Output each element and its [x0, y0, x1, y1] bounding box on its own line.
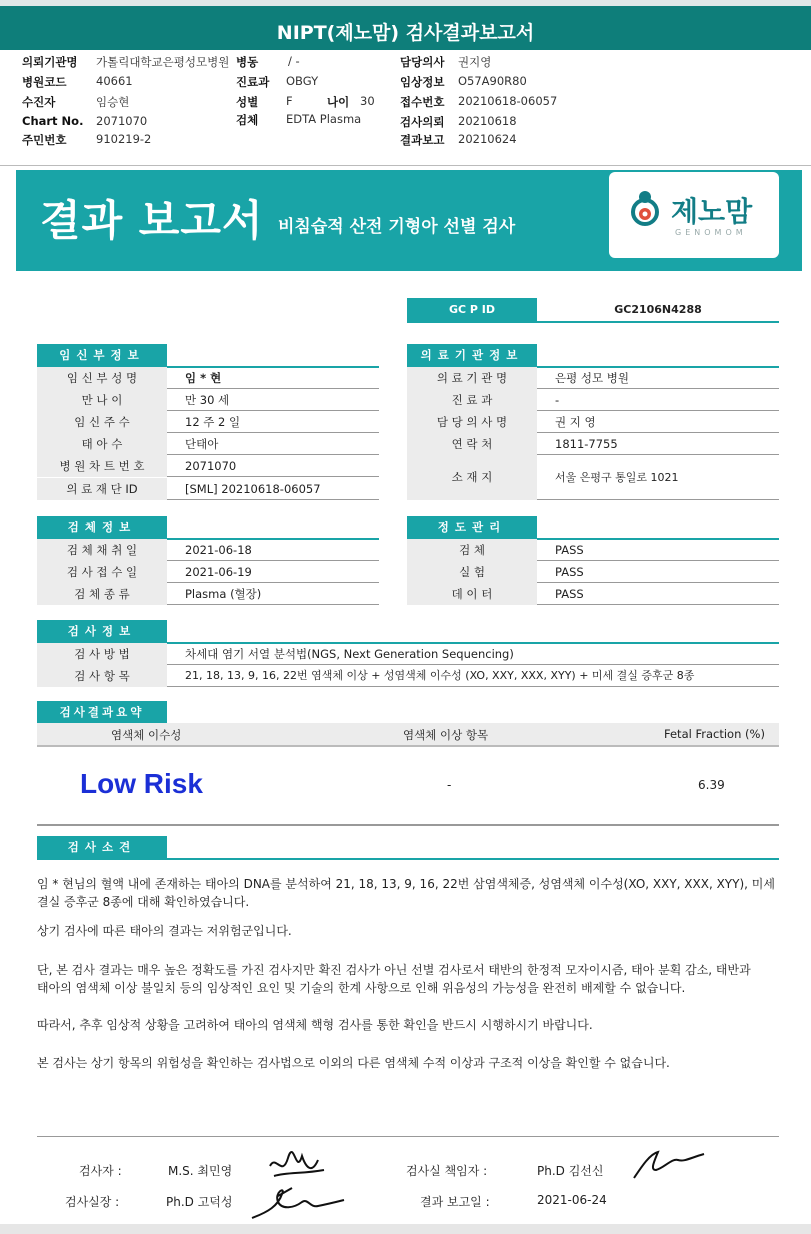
chief-label: 검사실 책임자 :	[406, 1164, 488, 1178]
medical-row	[407, 367, 779, 389]
qc-row	[407, 583, 779, 605]
banner-title: 결과 보고서	[40, 196, 264, 245]
row-value: 차세대 염기 서열 분석법(NGS, Next Generation Sequencing)	[185, 647, 514, 661]
banner-subtitle: 비침습적 산전 기형아 선별 검사	[278, 217, 516, 237]
hdr-value: O57A90R80	[458, 74, 527, 88]
row-key: 의 료 재 단 ID	[37, 478, 167, 500]
qc-row	[407, 561, 779, 583]
section-divider	[37, 858, 779, 860]
row-key: 소 재 지	[407, 455, 537, 500]
row-key: 데 이 터	[407, 583, 537, 605]
summary-col-fetal-fraction: Fetal Fraction (%)	[664, 727, 765, 741]
result-low-risk: Low Risk	[80, 768, 203, 799]
row-value: 권 지 영	[555, 415, 596, 429]
bottom-scroll-area	[0, 1224, 811, 1234]
chief-signature-icon	[628, 1146, 708, 1182]
hdr-label: 접수번호	[400, 95, 445, 109]
row-value: 임 * 현	[185, 371, 222, 385]
medical-row	[407, 389, 779, 411]
opinion-paragraph: 단, 본 검사 결과는 매우 높은 정확도를 가진 검사지만 확진 검사가 아닌 선별 검사로서 태반의 한정적 모자이시즘, 태아 분획 감소, 태반과 태아의 염색체 이상 불일치 등의 임상적인 요인 및 기술의 한계 사항으로 인해 위음성의 가능성을 완전히 배제할 수 없습니다.	[37, 963, 751, 995]
summary-col-abnormal: 염색체 이상 항목	[403, 728, 489, 742]
tester-name: M.S. 최민영	[168, 1164, 233, 1178]
opinion-paragraph: 상기 검사에 따른 태아의 결과는 저위험군입니다.	[37, 924, 292, 938]
report-date-value: 2021-06-24	[537, 1193, 607, 1207]
result-banner	[16, 170, 802, 271]
qc-row	[407, 539, 779, 561]
opinion-paragraph: 임 * 현님의 혈액 내에 존재하는 태아의 DNA를 분석하여 21, 18, 13, 9, 16, 22번 삼염색체증, 성염색체 이수성(XO, XXY, XXX, XYY), 미세 결실 증후군 8종에 대해 확인하였습니다.	[37, 877, 775, 909]
hdr-value: 20210618-06057	[458, 94, 558, 108]
specimen-row	[37, 561, 379, 583]
row-value: 서울 은평구 통일로 1021	[555, 471, 679, 484]
row-key: 검 체 종 류	[37, 583, 167, 605]
hdr-label: 검사의뢰	[400, 115, 445, 129]
specimen-row	[37, 539, 379, 561]
hdr-label: 진료과	[236, 75, 270, 89]
hdr-value: 20210624	[458, 132, 517, 146]
row-key: 검 체	[407, 539, 537, 561]
hdr-value: 20210618	[458, 114, 517, 128]
logo-text: 제노맘	[671, 195, 753, 228]
summary-divider	[37, 824, 779, 826]
hdr-label: 의뢰기관명	[22, 55, 78, 69]
section-opinion: 검사소견	[37, 836, 167, 858]
row-key: 의 료 기 관 명	[407, 367, 537, 389]
row-value: PASS	[555, 543, 584, 557]
hdr-label: 결과보고	[400, 133, 445, 147]
genomom-logo-icon	[627, 190, 663, 230]
section-specimen-info: 검체정보	[37, 516, 167, 538]
hdr-label: 검체	[236, 113, 259, 127]
pregnant-row	[37, 411, 379, 433]
hdr-value: 가톨릭대학교은평성모병원	[96, 55, 230, 69]
row-key: 검 사 방 법	[37, 643, 167, 665]
test-row	[37, 665, 779, 687]
director-signature-icon	[248, 1182, 348, 1222]
pregnant-row	[37, 367, 379, 389]
row-key: 태 아 수	[37, 433, 167, 455]
row-value: PASS	[555, 587, 584, 601]
row-value: [SML] 20210618-06057	[185, 482, 321, 496]
pregnant-row	[37, 455, 379, 477]
pregnant-row	[37, 389, 379, 411]
summary-col-aneuploidy: 염색체 이수성	[111, 728, 182, 742]
row-key: 실 험	[407, 561, 537, 583]
chief-name: Ph.D 김선신	[537, 1164, 604, 1178]
row-value: 만 30 세	[185, 393, 230, 407]
hdr-value: 40661	[96, 74, 133, 88]
hdr-value: EDTA Plasma	[286, 112, 362, 126]
hdr-label: 수진자	[22, 95, 56, 109]
row-key: 검 체 채 취 일	[37, 539, 167, 561]
row-value: 2021-06-19	[185, 565, 252, 579]
gcpid-value: GC2106N4288	[614, 303, 702, 316]
logo-subtext: GENOMOM	[675, 228, 747, 237]
hdr-value: 30	[360, 94, 375, 108]
row-key: 병 원 차 트 번 호	[37, 455, 167, 477]
tester-signature-icon	[262, 1148, 332, 1184]
pregnant-row	[37, 433, 379, 455]
hdr-label: 병동	[236, 55, 259, 69]
row-key: 연 락 처	[407, 433, 537, 455]
hdr-label: 병원코드	[22, 75, 67, 89]
row-value: 단태아	[185, 437, 219, 451]
hdr-label: 성별	[236, 95, 259, 109]
hdr-label: 임상정보	[400, 75, 445, 89]
director-label: 검사실장 :	[65, 1195, 120, 1209]
hdr-value: 910219-2	[96, 132, 152, 146]
medical-row	[407, 411, 779, 433]
tester-label: 검사자 :	[79, 1164, 122, 1178]
opinion-paragraph: 본 검사는 상기 항목의 위험성을 확인하는 검사법으로 이외의 다른 염색체 수적 이상과 구조적 이상을 확인할 수 없습니다.	[37, 1056, 670, 1070]
report-date-label: 결과 보고일 :	[420, 1195, 490, 1209]
section-medical-info: 의료기관정보	[407, 344, 537, 366]
genomom-logo	[609, 172, 779, 258]
hdr-label: Chart No.	[22, 114, 84, 128]
hdr-value: F	[286, 94, 293, 108]
gcpid-label: GC P ID	[407, 298, 537, 321]
row-value: 12 주 2 일	[185, 415, 241, 429]
hdr-value: / -	[288, 54, 300, 68]
row-key: 검 사 항 목	[37, 665, 167, 687]
section-pregnant-info: 임신부정보	[37, 344, 167, 366]
summary-header	[37, 723, 779, 747]
row-value: PASS	[555, 565, 584, 579]
hdr-value: 2071070	[96, 114, 148, 128]
row-key: 만 나 이	[37, 389, 167, 411]
summary-abnormal-value: -	[447, 778, 452, 792]
row-key: 담 당 의 사 명	[407, 411, 537, 433]
row-value: 은평 성모 병원	[555, 371, 629, 385]
row-key: 검 사 접 수 일	[37, 561, 167, 583]
hdr-value: OBGY	[286, 74, 319, 88]
signature-divider	[37, 1136, 779, 1137]
hdr-label: 나이	[327, 95, 350, 109]
section-test-info: 검사정보	[37, 620, 167, 642]
medical-row	[407, 455, 779, 500]
medical-row	[407, 433, 779, 455]
report-main-title: NIPT(제노맘) 검사결과보고서	[0, 0, 811, 50]
row-value: 2071070	[185, 459, 237, 473]
row-value: Plasma (혈장)	[185, 587, 262, 601]
row-key: 임 신 주 수	[37, 411, 167, 433]
summary-fetal-fraction-value: 6.39	[698, 778, 725, 792]
pregnant-row	[37, 478, 379, 500]
row-value: -	[555, 393, 560, 407]
row-value: 1811-7755	[555, 437, 618, 451]
section-summary: 검사결과요약	[37, 701, 167, 723]
row-key: 진 료 과	[407, 389, 537, 411]
opinion-paragraph: 따라서, 추후 임상적 상황을 고려하여 태아의 염색체 핵형 검사를 통한 확인을 반드시 시행하시기 바랍니다.	[37, 1018, 593, 1032]
hdr-value: 임승현	[96, 95, 130, 109]
hdr-label: 주민번호	[22, 133, 67, 147]
hdr-value: 권지영	[458, 55, 492, 69]
row-value: 2021-06-18	[185, 543, 252, 557]
test-row	[37, 643, 779, 665]
director-name: Ph.D 고덕성	[166, 1195, 233, 1209]
row-value: 21, 18, 13, 9, 16, 22번 염색체 이상 + 성염색체 이수성 (XO, XXY, XXX, XYY) + 미세 결실 증후군 8종	[185, 669, 695, 682]
hdr-label: 담당의사	[400, 55, 445, 69]
specimen-row	[37, 583, 379, 605]
header-divider	[0, 165, 811, 166]
gcpid-box	[407, 298, 779, 323]
row-key: 임 신 부 성 명	[37, 367, 167, 389]
section-qc: 정도관리	[407, 516, 537, 538]
